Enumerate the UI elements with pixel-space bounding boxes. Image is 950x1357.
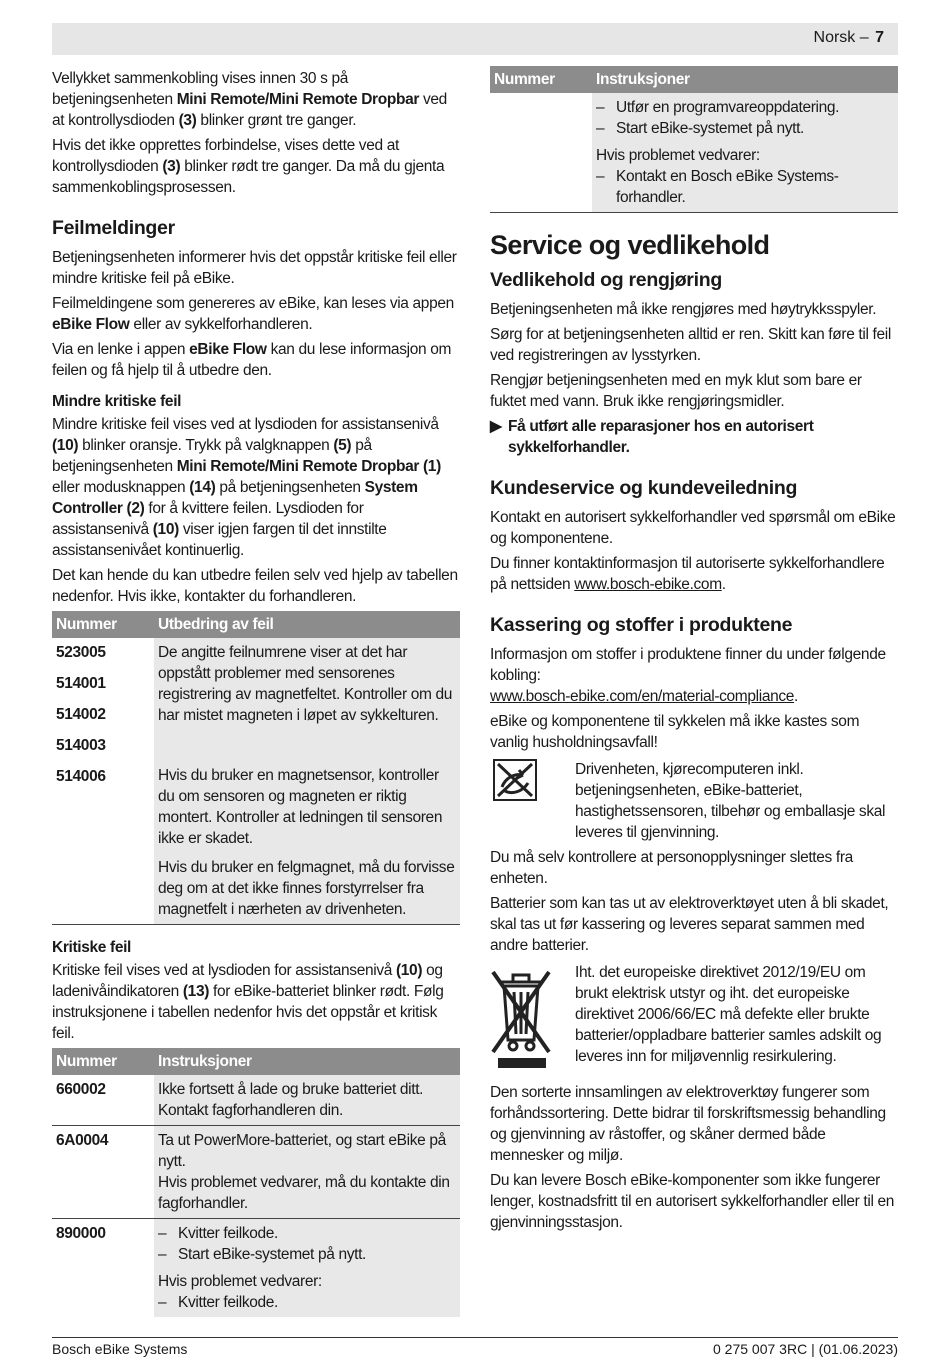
- col-header-number: Nummer: [52, 611, 154, 638]
- critical-error-table: [52, 1048, 460, 1318]
- mindre-paragraph-1: Mindre kritiske feil vises ved at lysdioden for assistansenivå (10) blinker oransje. Trykk på valgknappen (5) på betjeningsenheten Mini Remote/Mini Remote Dropbar (1) eller modusknappen (14) på betjeningsenheten System Controller (2) for å kvittere feilen. Lysdioden for assistansenivå (10) viser igjen fargen til det innstilte assistansenivået kontinuerlig.: [52, 416, 441, 559]
- table-row: [52, 761, 460, 925]
- fix-text: [154, 761, 460, 925]
- persist-text: Hvis problemet vedvarer:: [158, 1273, 322, 1290]
- col-header-number: Nummer: [490, 66, 592, 93]
- list-item: – Kontakt en Bosch eBike Systems-forhandler.: [596, 168, 839, 206]
- warning-note: [490, 416, 898, 458]
- page-footer: [52, 1337, 898, 1357]
- instruction-text: [154, 1126, 460, 1219]
- error-code: 660002: [52, 1075, 154, 1126]
- kassering-paragraph-4: Batterier som kan tas ut av elektroverktøyet uten å bli skadet, skal tas ut før kassering og leveres separat sammen med andre batterier.: [490, 895, 889, 954]
- kunde-paragraph-2: Du finner kontaktinformasjon til autoriserte sykkelforhandlere på nettsiden www.bosch-ebike.com.: [490, 555, 885, 593]
- instruction-line: Hvis problemet vedvarer, må du kontakte din fagforhandler.: [158, 1174, 450, 1212]
- kassering-paragraph-1: Informasjon om stoffer i produktene finner du under følgende kobling: www.bosch-ebike.com/en/material-compliance.: [490, 646, 886, 705]
- instruction-text: [154, 1219, 460, 1318]
- recycle-text: Drivenheten, kjørecomputeren inkl. betjeningsenheten, eBike-batteriet, hastighetssensoren, tilbehør og emballasje skal leveres til gjenvinning.: [575, 761, 886, 841]
- error-code: 514001: [52, 668, 154, 699]
- weee-text: Iht. det europeiske direktivet 2012/19/EU om brukt elektrisk utstyr og iht. det europeiske direktivet 2006/66/EC må defekte eller brukte batterier/oppladbare batterier samles adskilt og leveres inn for miljøvennlig resirkulering.: [575, 964, 882, 1065]
- table-header: [52, 611, 460, 638]
- table-row: [52, 1219, 460, 1318]
- header-text: [814, 29, 884, 47]
- weee-note: [490, 962, 898, 1078]
- col-header-instructions: Instruksjoner: [154, 1048, 460, 1075]
- recycle-icon-box: [490, 759, 575, 843]
- kassering-paragraph-2: eBike og komponentene til sykkelen må ikke kastes som vanlig husholdningsavfall!: [490, 713, 860, 751]
- footer-right: 0 275 007 3RC | (01.06.2023): [713, 1341, 898, 1357]
- header-language: Norsk –: [813, 29, 869, 46]
- error-code-empty: [490, 93, 592, 213]
- feil-paragraph-2: Feilmeldingene som genereres av eBike, kan leses via appen eBike Flow eller av sykkelforhandleren.: [52, 295, 454, 333]
- heading-feilmeldinger: Feilmeldinger: [52, 217, 175, 239]
- heading-mindre-kritiske: Mindre kritiske feil: [52, 393, 182, 410]
- fix-text: De angitte feilnumrene viser at det har oppstått problemer med sensorenes registrering av magnetfeltet. Kontroller om du har mistet magneten i løpet av sykkelturen.: [154, 638, 460, 761]
- fix-text-a: Hvis du bruker en magnetsensor, kontroller du om sensoren og magneten er riktig montert. Kontroller at ledningen til sensoren ikke er skadet.: [158, 767, 443, 847]
- persist-text: Hvis problemet vedvarer:: [596, 147, 760, 164]
- kunde-paragraph-1: Kontakt en autorisert sykkelforhandler ved spørsmål om eBike og komponentene.: [490, 509, 896, 547]
- right-column: [490, 66, 898, 1237]
- table-row: [490, 93, 898, 213]
- bosch-ebike-link[interactable]: www.bosch-ebike.com: [574, 576, 722, 593]
- error-code: 6A0004: [52, 1126, 154, 1219]
- vedlikehold-paragraph-1: Betjeningsenheten må ikke rengjøres med høytrykksspyler.: [490, 301, 877, 318]
- instruction-line: Ta ut PowerMore-batteriet, og start eBike på nytt.: [158, 1132, 446, 1170]
- kassering-paragraph-5: Den sorterte innsamlingen av elektroverktøy fungerer som forhåndssortering. Dette bidrar til forskriftsmessig behandling og gjenvinning av råstoffer, og skåner dermed både mennesker og miljø.: [490, 1084, 886, 1164]
- instruction-text: [592, 93, 898, 213]
- list-item: – Start eBike-systemet på nytt.: [596, 120, 804, 137]
- left-column: [52, 68, 460, 1330]
- weee-icon-box: [490, 962, 575, 1078]
- table-row: [52, 638, 460, 668]
- error-code: 514006: [52, 761, 154, 925]
- page-header: [52, 23, 898, 55]
- continued-table: [490, 66, 898, 213]
- heading-vedlikehold: Vedlikehold og rengjøring: [490, 269, 722, 291]
- table-row: [52, 1075, 460, 1126]
- material-compliance-link[interactable]: www.bosch-ebike.com/en/material-compliance: [490, 688, 795, 705]
- heading-service: Service og vedlikehold: [490, 230, 770, 260]
- col-header-number: Nummer: [52, 1048, 154, 1075]
- recycle-note: [490, 759, 898, 843]
- kassering-paragraph-6: Du kan levere Bosch eBike-komponenter som ikke fungerer lenger, kostnadsfritt til en autorisert sykkelforhandler eller til en gjenvinningsstasjon.: [490, 1172, 895, 1231]
- list-item: – Kvitter feilkode.: [158, 1225, 279, 1242]
- list-item: – Utfør en programvareoppdatering.: [596, 99, 840, 116]
- arrow-right-icon: ▶: [490, 418, 502, 435]
- vedlikehold-paragraph-3: Rengjør betjeningsenheten med en myk klut som bare er fuktet med vann. Bruk ikke rengjøringsmidler.: [490, 372, 862, 410]
- list-item: – Kvitter feilkode.: [158, 1294, 279, 1311]
- warning-text: Få utført alle reparasjoner hos en autorisert sykkelforhandler.: [508, 418, 814, 456]
- footer-left: Bosch eBike Systems: [52, 1341, 188, 1357]
- fix-text-b: Hvis du bruker en felgmagnet, må du forvisse deg om at det ikke finnes forstyrrelser fra magnetfelt i nærheten av drivenheten.: [158, 859, 455, 918]
- error-fix-table: [52, 611, 460, 925]
- error-code: 514003: [52, 730, 154, 761]
- table-row: [52, 1126, 460, 1219]
- col-header-fix: Utbedring av feil: [154, 611, 460, 638]
- list-item: – Start eBike-systemet på nytt.: [158, 1246, 366, 1263]
- mindre-paragraph-2: Det kan hende du kan utbedre feilen selv ved hjelp av tabellen nedenfor. Hvis ikke, kontakter du forhandleren.: [52, 567, 458, 605]
- crossed-bin-icon: [490, 962, 552, 1072]
- heading-kundeservice: Kundeservice og kundeveiledning: [490, 477, 798, 499]
- table-header: [52, 1048, 460, 1075]
- feil-paragraph-3: Via en lenke i appen eBike Flow kan du lese informasjon om feilen og få hjelp til å utbedre den.: [52, 341, 452, 379]
- intro-paragraph-1: Vellykket sammenkobling vises innen 30 s på betjeningsenheten Mini Remote/Mini Remote Dropbar ved at kontrollysdioden (3) blinker grønt tre ganger.: [52, 70, 447, 129]
- error-code: 890000: [52, 1219, 154, 1318]
- heading-kassering: Kassering og stoffer i produktene: [490, 614, 793, 636]
- error-code: 523005: [52, 638, 154, 668]
- vedlikehold-paragraph-2: Sørg for at betjeningsenheten alltid er ren. Skitt kan føre til feil ved registreringen av lysstyrken.: [490, 326, 891, 364]
- heading-kritiske: Kritiske feil: [52, 939, 132, 956]
- kassering-paragraph-3: Du må selv kontrollere at personopplysninger slettes fra enheten.: [490, 849, 853, 887]
- kritiske-paragraph-1: Kritiske feil vises ved at lysdioden for assistansenivå (10) og ladenivåindikatoren (13) for eBike-batteriet blinker rødt. Følg instruksjonene i tabellen nedenfor hvis det oppstår et kritisk feil.: [52, 962, 444, 1042]
- feil-paragraph-1: Betjeningsenheten informerer hvis det oppstår kritiske feil eller mindre kritiske feil på eBike.: [52, 249, 457, 287]
- intro-paragraph-2: Hvis det ikke opprettes forbindelse, vises dette ved at kontrollysdioden (3) blinker rødt tre ganger. Da må du gjenta sammenkoblingsprosessen.: [52, 137, 445, 196]
- page-number: 7: [875, 29, 884, 46]
- col-header-instructions: Instruksjoner: [592, 66, 898, 93]
- error-code: 514002: [52, 699, 154, 730]
- recycle-icon: [493, 759, 537, 801]
- instruction-text: Ikke fortsett å lade og bruke batteriet ditt. Kontakt fagforhandleren din.: [154, 1075, 460, 1126]
- table-header: [490, 66, 898, 93]
